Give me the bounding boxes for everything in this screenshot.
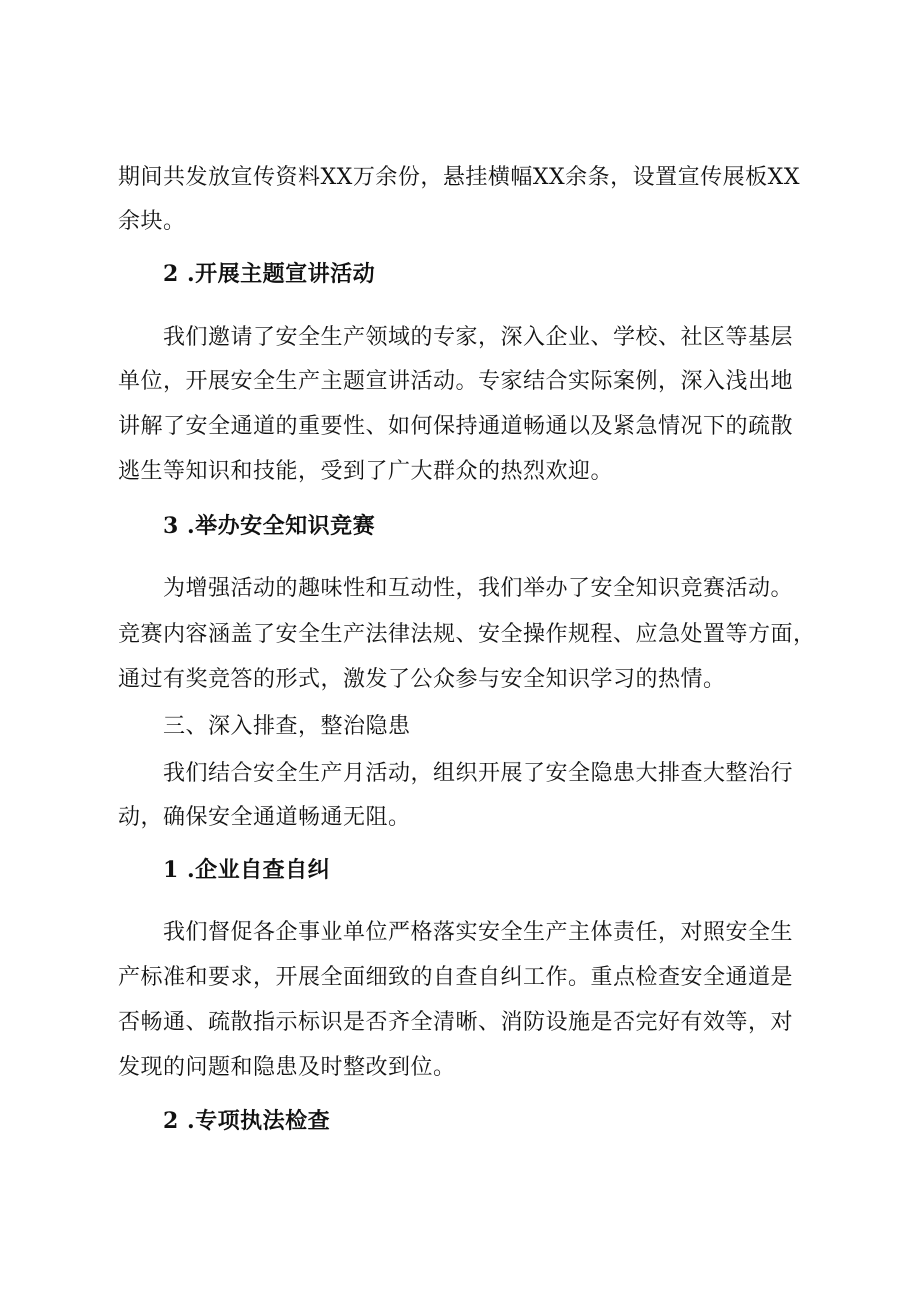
paragraph-line: 逃生等知识和技能，受到了广大群众的热烈欢迎。 (118, 459, 614, 484)
subheading: 3 .举办安全知识竞赛 (163, 513, 376, 539)
section-heading: 三、深入排查，整治隐患 (163, 714, 411, 739)
paragraph-line: 动，确保安全通道畅通无阻。 (118, 805, 411, 830)
paragraph-line: 发现的问题和隐患及时整改到位。 (118, 1055, 456, 1080)
subheading: 1 .企业自查自纠 (163, 857, 331, 883)
paragraph-line: 否畅通、疏散指示标识是否齐全清晰、消防设施是否完好有效等，对 (118, 1010, 794, 1035)
subheading: 2 .专项执法检查 (163, 1108, 331, 1134)
paragraph-line: 通过有奖竞答的形式，激发了公众参与安全知识学习的热情。 (118, 667, 726, 692)
paragraph-line: 期间共发放宣传资料XX万余份，悬挂横幅XX余条，设置宣传展板XX (118, 165, 800, 190)
subheading: 2 .开展主题宣讲活动 (163, 261, 376, 287)
paragraph-line: 我们结合安全生产月活动，组织开展了安全隐患大排查大整治行 (163, 761, 794, 786)
paragraph-line: 为增强活动的趣味性和互动性，我们举办了安全知识竞赛活动。 (163, 576, 794, 601)
paragraph-line: 我们督促各企事业单位严格落实安全生产主体责任，对照安全生 (163, 920, 794, 945)
paragraph-line: 余块。 (118, 209, 186, 234)
paragraph-line: 竞赛内容涵盖了安全生产法律法规、安全操作规程、应急处置等方面， (118, 622, 816, 647)
paragraph-line: 单位，开展安全生产主题宣讲活动。专家结合实际案例，深入浅出地 (118, 369, 794, 394)
paragraph-line: 讲解了安全通道的重要性、如何保持通道畅通以及紧急情况下的疏散 (118, 414, 794, 439)
paragraph-line: 产标准和要求，开展全面细致的自查自纠工作。重点检查安全通道是 (118, 965, 794, 990)
paragraph-line: 我们邀请了安全生产领域的专家，深入企业、学校、社区等基层 (163, 325, 794, 350)
